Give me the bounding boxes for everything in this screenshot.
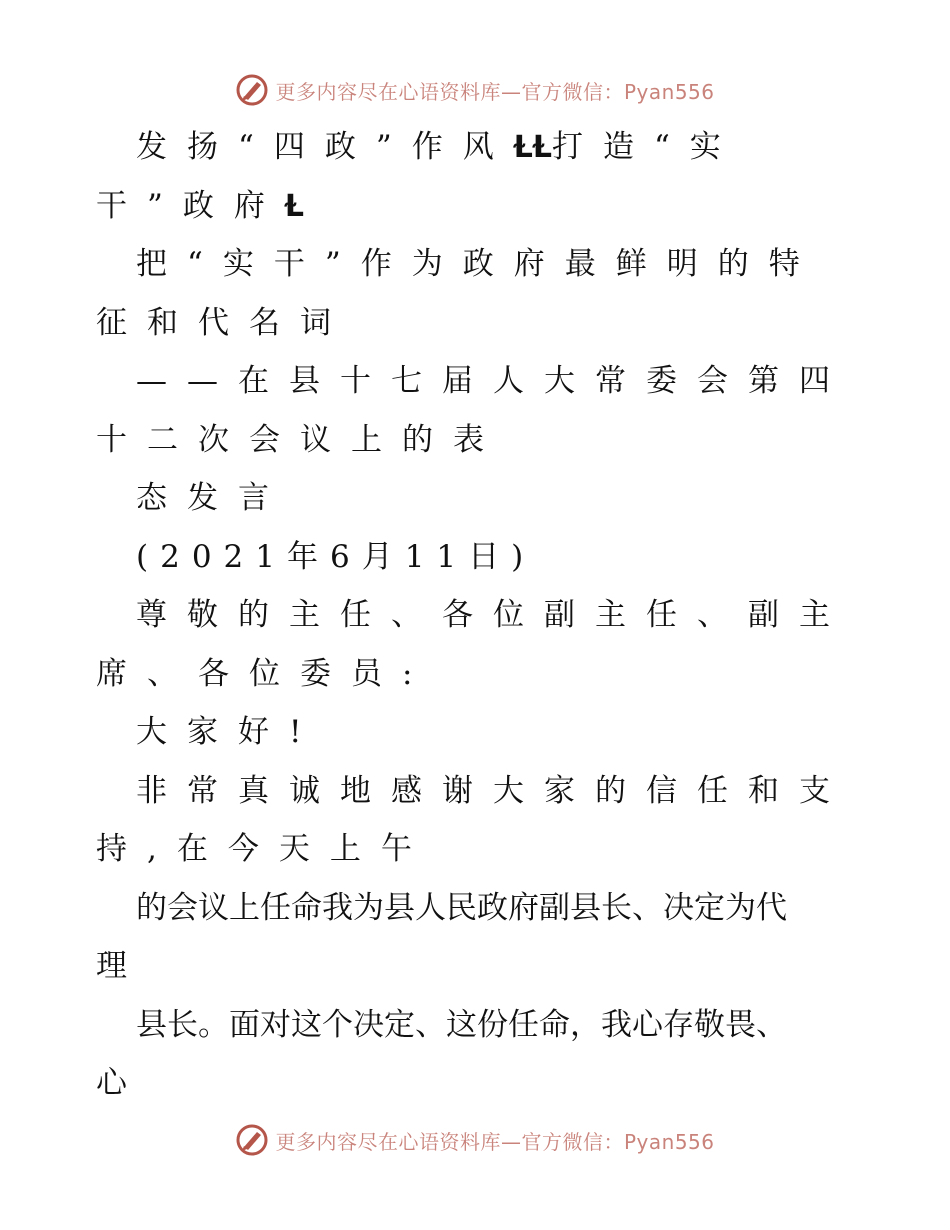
title-line-1: 发扬“四政”作风ⱢⱢ打造“实 bbox=[136, 129, 741, 165]
glyph-mark: Ɫ bbox=[532, 130, 552, 165]
subtitle-line-3: ——在县十七届人大常委会第四 bbox=[136, 363, 850, 399]
subtitle-line-1: 把“实干”作为政府最鲜明的特 bbox=[136, 246, 820, 282]
footer-banner bbox=[0, 1120, 950, 1160]
paragraph-line-3: 的会议上任命我为县人民政府副县长、决定为代 bbox=[136, 889, 787, 926]
title-line-2: 干”政府Ɫ bbox=[96, 187, 304, 224]
paragraph-line-4: 理 bbox=[96, 948, 127, 984]
footer-banner-text: 更多内容尽在心语资料库—官方微信：Pyan556 bbox=[275, 1129, 715, 1154]
paragraph-line-2: 持,在今天上午 bbox=[96, 831, 432, 867]
paragraph-line-6: 心 bbox=[96, 1065, 127, 1101]
salutation-line-1: 尊敬的主任、各位副主任、副主 bbox=[136, 597, 850, 633]
glyph-mark: Ɫ bbox=[284, 188, 304, 224]
salutation-line-2: 席、各位委员: bbox=[96, 655, 433, 692]
pen-seal-logo-icon bbox=[235, 73, 269, 107]
header-banner-text: 更多内容尽在心语资料库—官方微信：Pyan556 bbox=[275, 79, 715, 104]
paragraph-line-5: 县长。面对这个决定、这份任命，我心存敬畏、 bbox=[136, 1006, 787, 1043]
header-banner bbox=[0, 70, 950, 110]
subtitle-line-4: 十二次会议上的表 bbox=[96, 421, 504, 458]
date-line: (2021年6月11日) bbox=[136, 538, 536, 575]
subtitle-line-5: 态发言 bbox=[136, 480, 289, 516]
glyph-mark: Ɫ bbox=[513, 130, 533, 165]
subtitle-line-2: 征和代名词 bbox=[96, 304, 351, 341]
greeting-line: 大家好! bbox=[136, 714, 322, 750]
document-body bbox=[96, 118, 856, 1113]
paragraph-line-1: 非常真诚地感谢大家的信任和支 bbox=[136, 772, 850, 809]
pen-seal-logo-icon bbox=[235, 1123, 269, 1157]
